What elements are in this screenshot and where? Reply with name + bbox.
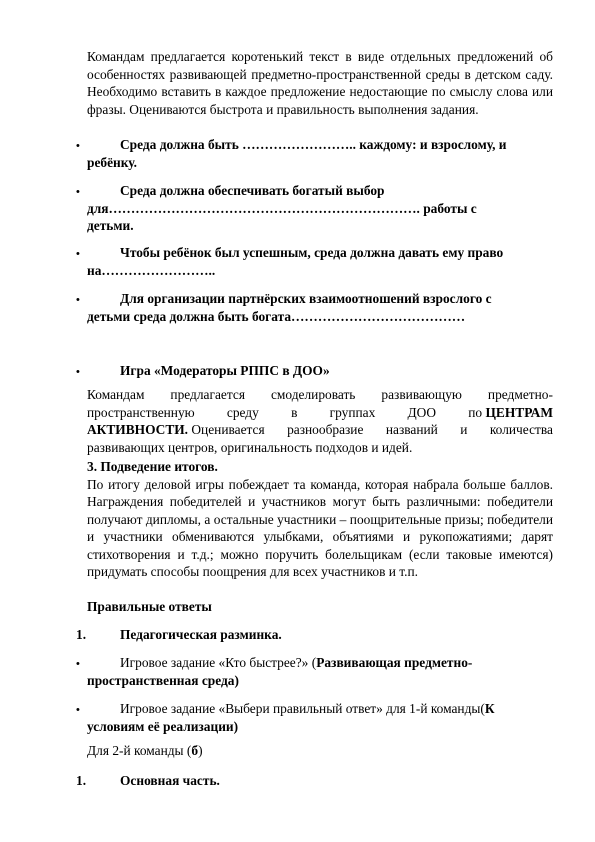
item-2-line-2: для……………………………………………………………. работы с	[87, 200, 477, 216]
item-2-line-1: Среда должна обеспечивать богатый выбор	[120, 183, 385, 198]
word: среду	[226, 404, 259, 420]
bullet-marker: •	[76, 658, 80, 670]
bullet-marker: •	[76, 704, 80, 716]
answer-item-1-answer: Развивающая предметно-	[316, 655, 473, 670]
main-section-number: 1.	[76, 773, 87, 788]
word: разнообразие	[287, 422, 364, 437]
word: ДОО	[407, 404, 437, 420]
game-description	[87, 386, 553, 456]
bullet-marker: •	[76, 366, 80, 378]
team-2-answer-letter: б	[191, 743, 199, 758]
main-section-title-text: Основная часть.	[120, 773, 220, 788]
item-3-line-2: на……………………..	[87, 262, 216, 278]
section-3-text: По итогу деловой игры побеждает та команда, которая набрала больше баллов. Награждения победителей и участников могут быть различными: победители получают дипломы, а остальные участники – поощрительные призы; победители и участники обмениваются улыбками, объятиями и рукопожатиями; дарят стихотворения и т.д.; можно поручить болельщикам (если таковые имеются) придумать способы поощрения для всех участников и т.п.	[87, 476, 553, 579]
fill-in-item-2	[87, 182, 553, 235]
item-4-line-2: детьми среда должна быть богата…………………………………	[87, 308, 466, 324]
game-desc-line-2	[87, 404, 553, 422]
word: названий	[385, 422, 438, 437]
word: смоделировать	[270, 387, 356, 402]
item-2-line-3: детьми.	[87, 218, 134, 233]
answer-item-2-answer: К	[484, 701, 495, 716]
fill-in-item-4	[87, 290, 553, 325]
answers-section-title	[87, 626, 553, 644]
bullet-marker: •	[76, 248, 80, 260]
section-3-title: 3. Подведение итогов.	[87, 459, 218, 474]
word-bold: АКТИВНОСТИ.	[87, 422, 189, 437]
word: количества	[489, 422, 553, 437]
game-title-text: Игра «Модераторы РППС в ДОО»	[120, 363, 330, 378]
fill-in-item-3	[87, 244, 553, 279]
bullet-marker: •	[76, 294, 80, 306]
word: группах	[329, 404, 376, 420]
answers-section-title-text: Педагогическая разминка.	[120, 627, 282, 642]
fill-in-item-1	[87, 136, 553, 171]
word: по	[468, 404, 483, 420]
answer-item-2-text: Игровое задание «Выбери правильный ответ» для 1-й команды(	[120, 701, 485, 716]
answer-item-1	[87, 654, 553, 689]
game-desc-line-1	[87, 386, 553, 404]
word: предметно-	[487, 387, 553, 402]
answer-item-2	[87, 700, 553, 735]
word: пространственную	[87, 404, 195, 420]
bullet-marker: •	[76, 186, 80, 198]
item-3-line-1: Чтобы ребёнок был успешным, среда должна давать ему право	[120, 245, 504, 260]
item-1-line-1: Среда должна быть …………………….. каждому: и взрослому, и	[120, 137, 507, 152]
team-2-prefix: Для 2-й команды (	[87, 743, 192, 758]
intro-paragraph: Командам предлагается коротенький текст в виде отдельных предложений об особенностях развивающей предметно-пространственной среды в детском саду. Необходимо вставить в каждое предложение недостающие по смыслу слова или фразы. Оцениваются быстрота и правильность выполнения задания.	[87, 49, 553, 117]
bullet-marker: •	[76, 140, 80, 152]
word: Командам	[87, 387, 145, 402]
word: и	[460, 422, 468, 437]
team-2-answer	[87, 742, 553, 760]
game-title	[87, 362, 553, 380]
answers-title: Правильные ответы	[87, 599, 212, 614]
team-2-suffix: )	[198, 743, 203, 758]
main-section-title	[87, 772, 553, 790]
answer-item-1-text: Игровое задание «Кто быстрее?» (	[120, 655, 317, 670]
item-1-line-2: ребёнку.	[87, 154, 137, 170]
word: Оценивается	[191, 422, 265, 437]
item-4-line-1: Для организации партнёрских взаимоотношений взрослого с	[120, 291, 492, 306]
word: предлагается	[170, 387, 245, 402]
game-desc-line-3	[87, 421, 553, 439]
word-bold: ЦЕНТРАМ	[485, 404, 553, 420]
word: развивающую	[381, 387, 462, 402]
game-desc-line-4: развивающих центров, оригинальность подходов и идей.	[87, 439, 413, 455]
answer-item-2-answer-cont: условиям её реализации)	[87, 718, 239, 734]
word: в	[291, 404, 298, 420]
answers-section-number: 1.	[76, 627, 87, 642]
answer-item-1-answer-cont: пространственная среда)	[87, 672, 239, 688]
